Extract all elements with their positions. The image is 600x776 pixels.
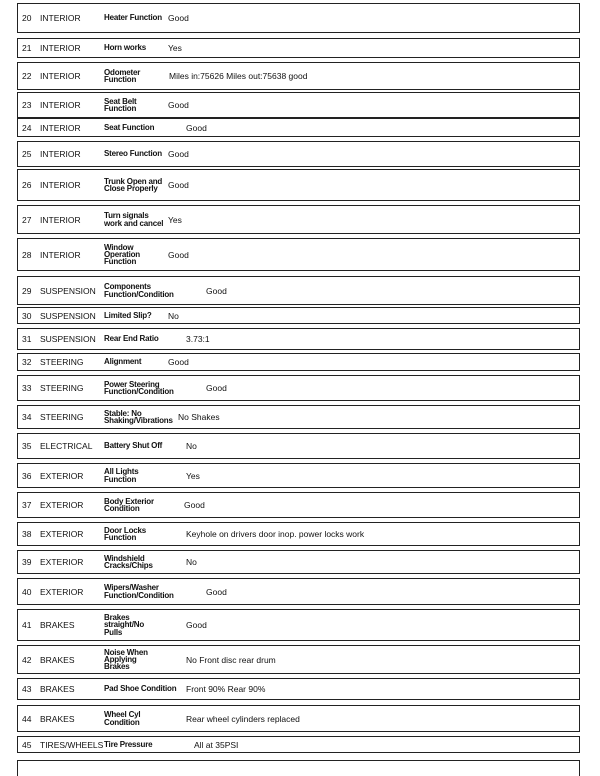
row-value: No bbox=[186, 557, 197, 567]
table-row bbox=[17, 276, 580, 305]
row-item: Tire Pressure bbox=[104, 739, 153, 749]
table-row bbox=[17, 578, 580, 605]
row-value: 3.73:1 bbox=[186, 334, 210, 344]
row-category: STEERING bbox=[40, 357, 84, 367]
row-number: 31 bbox=[22, 334, 32, 344]
row-category: SUSPENSION bbox=[40, 310, 96, 321]
row-category: BRAKES bbox=[40, 620, 75, 630]
table-row bbox=[17, 645, 580, 674]
row-number: 22 bbox=[22, 71, 32, 81]
row-number: 38 bbox=[22, 529, 32, 539]
row-number: 32 bbox=[22, 357, 32, 367]
row-value: Keyhole on drivers door inop. power locks work bbox=[186, 529, 365, 539]
row-item: Window Operation Function bbox=[104, 242, 140, 267]
row-value: Good bbox=[184, 500, 205, 510]
row-value: Front 90% Rear 90% bbox=[186, 684, 266, 694]
row-value: Good bbox=[168, 357, 189, 367]
row-category: EXTERIOR bbox=[40, 500, 84, 510]
row-number: 25 bbox=[22, 149, 32, 159]
row-number: 29 bbox=[22, 285, 32, 296]
continuation-row bbox=[17, 760, 580, 776]
row-value: Good bbox=[168, 149, 189, 159]
row-item: Noise When Applying Brakes bbox=[104, 647, 148, 672]
row-category: EXTERIOR bbox=[40, 470, 84, 481]
table-row bbox=[17, 405, 580, 429]
table-row bbox=[17, 238, 580, 271]
row-value: Yes bbox=[168, 43, 182, 53]
row-number: 33 bbox=[22, 383, 32, 393]
row-number: 37 bbox=[22, 500, 32, 510]
row-item: Battery Shut Off bbox=[104, 441, 163, 451]
row-item: Limited Slip? bbox=[104, 310, 152, 320]
row-item: Alignment bbox=[104, 357, 142, 367]
row-category: SUSPENSION bbox=[40, 334, 96, 344]
row-category: SUSPENSION bbox=[40, 285, 96, 296]
row-number: 45 bbox=[22, 739, 32, 750]
row-value: Good bbox=[168, 13, 189, 23]
table-row bbox=[17, 522, 580, 546]
row-category: EXTERIOR bbox=[40, 529, 84, 539]
row-value: No Front disc rear drum bbox=[186, 654, 276, 665]
table-row bbox=[17, 92, 580, 118]
row-item: Seat Belt Function bbox=[104, 96, 137, 113]
table-row bbox=[17, 492, 580, 518]
row-category: STEERING bbox=[40, 383, 84, 393]
row-value: Rear wheel cylinders replaced bbox=[186, 713, 300, 724]
row-number: 39 bbox=[22, 557, 32, 567]
row-item: All Lights Function bbox=[104, 467, 139, 484]
table-row bbox=[17, 3, 580, 33]
table-row bbox=[17, 38, 580, 58]
row-item: Wipers/Washer Function/Condition bbox=[104, 583, 174, 600]
row-item: Rear End Ratio bbox=[104, 334, 159, 344]
table-row bbox=[17, 118, 580, 137]
row-category: INTERIOR bbox=[40, 180, 81, 190]
row-number: 42 bbox=[22, 654, 32, 665]
row-item: Stereo Function bbox=[104, 149, 162, 159]
row-number: 43 bbox=[22, 684, 32, 694]
row-item: Trunk Open and Close Properly bbox=[104, 176, 163, 193]
row-value: Good bbox=[168, 100, 189, 110]
row-value: Good bbox=[168, 180, 189, 190]
row-category: BRAKES bbox=[40, 654, 75, 665]
row-category: EXTERIOR bbox=[40, 557, 84, 567]
row-value: Miles in:75626 Miles out:75638 good bbox=[169, 71, 308, 81]
row-item: Body Exterior Condition bbox=[104, 496, 154, 513]
row-category: INTERIOR bbox=[40, 13, 81, 23]
table-row bbox=[17, 705, 580, 732]
row-number: 35 bbox=[22, 441, 32, 451]
row-item: Wheel Cyl Condition bbox=[104, 710, 141, 727]
row-category: TIRES/WHEELS bbox=[40, 739, 104, 750]
table-row bbox=[17, 328, 580, 350]
table-row bbox=[17, 353, 580, 371]
row-value: No Shakes bbox=[178, 412, 220, 422]
table-row bbox=[17, 62, 580, 90]
table-row bbox=[17, 736, 580, 753]
row-item: Pad Shoe Condition bbox=[104, 684, 177, 694]
table-row bbox=[17, 141, 580, 167]
row-value: Good bbox=[206, 383, 227, 393]
row-value: Good bbox=[206, 586, 227, 597]
row-number: 40 bbox=[22, 586, 32, 597]
row-number: 23 bbox=[22, 100, 32, 110]
row-value: No bbox=[186, 441, 197, 451]
row-item: Door Locks Function bbox=[104, 525, 147, 542]
row-value: Yes bbox=[168, 214, 182, 225]
row-number: 34 bbox=[22, 412, 32, 422]
row-item: Odometer Function bbox=[104, 67, 141, 84]
row-category: INTERIOR bbox=[40, 149, 81, 159]
row-value: Good bbox=[186, 620, 207, 630]
row-number: 26 bbox=[22, 180, 32, 190]
table-row bbox=[17, 375, 580, 401]
row-category: INTERIOR bbox=[40, 100, 81, 110]
row-number: 27 bbox=[22, 214, 32, 225]
row-item: Seat Function bbox=[104, 122, 155, 132]
row-item: Stable: No Shaking/Vibrations bbox=[104, 408, 173, 425]
row-category: INTERIOR bbox=[40, 214, 81, 225]
table-row bbox=[17, 463, 580, 488]
row-value: Good bbox=[186, 122, 207, 133]
table-row bbox=[17, 205, 580, 234]
row-value: Good bbox=[206, 285, 227, 296]
row-category: INTERIOR bbox=[40, 249, 81, 260]
table-row bbox=[17, 433, 580, 459]
row-number: 30 bbox=[22, 310, 32, 321]
row-value: Yes bbox=[186, 470, 200, 481]
row-item: Components Function/Condition bbox=[104, 282, 174, 299]
row-category: INTERIOR bbox=[40, 122, 81, 133]
table-row bbox=[17, 550, 580, 574]
row-number: 28 bbox=[22, 249, 32, 260]
row-category: BRAKES bbox=[40, 713, 75, 724]
row-number: 36 bbox=[22, 470, 32, 481]
row-number: 24 bbox=[22, 122, 32, 133]
table-row bbox=[17, 307, 580, 324]
row-category: INTERIOR bbox=[40, 43, 81, 53]
row-number: 44 bbox=[22, 713, 32, 724]
row-item: Horn works bbox=[104, 43, 147, 53]
row-value: No bbox=[168, 310, 179, 321]
row-category: INTERIOR bbox=[40, 71, 81, 81]
row-value: All at 35PSI bbox=[194, 739, 239, 750]
row-category: ELECTRICAL bbox=[40, 441, 93, 451]
table-row bbox=[17, 678, 580, 700]
row-item: Power Steering Function/Condition bbox=[104, 379, 174, 396]
row-number: 41 bbox=[22, 620, 32, 630]
row-item: Brakes straight/No Pulls bbox=[104, 613, 145, 637]
row-category: BRAKES bbox=[40, 684, 75, 694]
row-category: EXTERIOR bbox=[40, 586, 84, 597]
table-row bbox=[17, 169, 580, 201]
row-item: Heater Function bbox=[104, 13, 162, 23]
row-category: STEERING bbox=[40, 412, 84, 422]
row-value: Good bbox=[168, 249, 189, 260]
table-row bbox=[17, 609, 580, 641]
row-number: 20 bbox=[22, 13, 32, 23]
row-number: 21 bbox=[22, 43, 32, 53]
row-item: Turn signals work and cancel bbox=[104, 211, 164, 228]
row-item: Windshield Cracks/Chips bbox=[104, 553, 153, 570]
